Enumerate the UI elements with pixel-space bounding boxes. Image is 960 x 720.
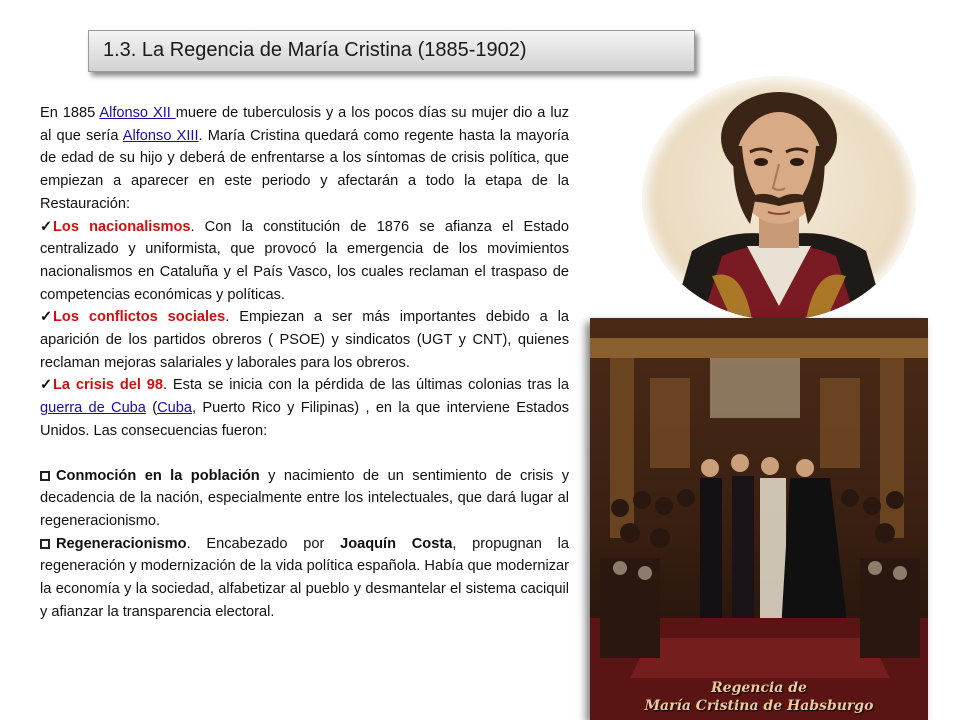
consequence-regeneracionismo bbox=[40, 533, 569, 624]
consequence-title: Conmoción en la población bbox=[56, 467, 260, 484]
bullet-conflictos bbox=[40, 306, 569, 374]
portrait-alfonso-xii bbox=[642, 76, 916, 320]
body-text bbox=[40, 102, 569, 623]
bullet-text: ( bbox=[145, 400, 158, 417]
painting-caption-line1: Regencia de bbox=[711, 680, 807, 696]
bullet-nacionalismos bbox=[40, 216, 569, 307]
consequence-title: Regeneracionismo bbox=[56, 535, 187, 552]
painting-regencia bbox=[590, 318, 928, 720]
check-icon: ✓ bbox=[40, 309, 53, 326]
bullet-title: Los nacionalismos bbox=[53, 218, 191, 235]
spacer bbox=[40, 443, 569, 465]
painting-caption-line2: María Cristina de Habsburgo bbox=[644, 698, 874, 714]
consequence-text: , propugnan la regeneración y modernización de la vida política española. Había que modernizar la economía y la sociedad, alfabetizar al pueblo y desmantelar el sistema caciquil y afianzar la transparencia electoral. bbox=[40, 535, 569, 620]
bullet-title: La crisis del 98 bbox=[53, 377, 164, 394]
consequence-text: . Encabezado por bbox=[186, 535, 341, 552]
box-bullet-icon bbox=[40, 471, 50, 481]
intro-text-2: muere de tuberculosis y a los pocos días su mujer dio a luz al que sería bbox=[40, 105, 570, 144]
link-cuba[interactable]: Cuba bbox=[157, 400, 192, 417]
box-bullet-icon bbox=[40, 539, 50, 549]
check-icon: ✓ bbox=[40, 377, 53, 394]
intro-text-1: En 1885 bbox=[40, 105, 100, 121]
bullet-text: , Puerto Rico y Filipinas) , en la que interviene Estados Unidos. Las consecuencias fueron: bbox=[40, 400, 569, 439]
intro-text-3: . María Cristina quedará como regente hasta la mayoría de edad de su hijo y deberá de enfrentarse a los síntomas de crisis política, que empiezan a aparecer en este periodo y afectarán a todo la etapa de la Restauración: bbox=[40, 127, 569, 212]
bullet-text: . Esta se inicia con la pérdida de las últimas colonias tras la bbox=[163, 377, 570, 394]
link-alfonso-xiii[interactable]: Alfonso XIII bbox=[122, 127, 199, 144]
page-title: 1.3. La Regencia de María Cristina (1885-1902) bbox=[103, 39, 527, 61]
link-alfonso-xii[interactable]: Alfonso XII bbox=[99, 105, 176, 121]
consequence-text: y nacimiento de un sentimiento de crisis y decadencia de la nación, especialmente entre los intelectuales, que dará lugar al regeneracionismo. bbox=[40, 467, 569, 529]
check-icon: ✓ bbox=[40, 218, 53, 235]
bullet-text: . Con la constitución de 1876 se afianza el Estado centralizado y uniformista, que provocó la emergencia de los movimientos nacionalismos en Cataluña y el País Vasco, los cuales reclaman el traspaso de competencias económicas y políticas. bbox=[40, 218, 569, 303]
link-guerra-de-cuba[interactable]: guerra de Cuba bbox=[40, 400, 146, 417]
person-name: Joaquín Costa bbox=[340, 535, 453, 552]
bullet-crisis-98 bbox=[40, 374, 569, 442]
consequence-conmocion bbox=[40, 465, 569, 533]
bullet-text: . Empiezan a ser más importantes debido a la aparición de los partidos obreros ( PSOE) y sindicatos (UGT y CNT), quienes reclaman mejoras salariales y laborales para los obreros. bbox=[40, 309, 569, 371]
bullet-title: Los conflictos sociales bbox=[53, 309, 226, 326]
title-box bbox=[88, 30, 695, 72]
intro-paragraph bbox=[40, 102, 569, 216]
